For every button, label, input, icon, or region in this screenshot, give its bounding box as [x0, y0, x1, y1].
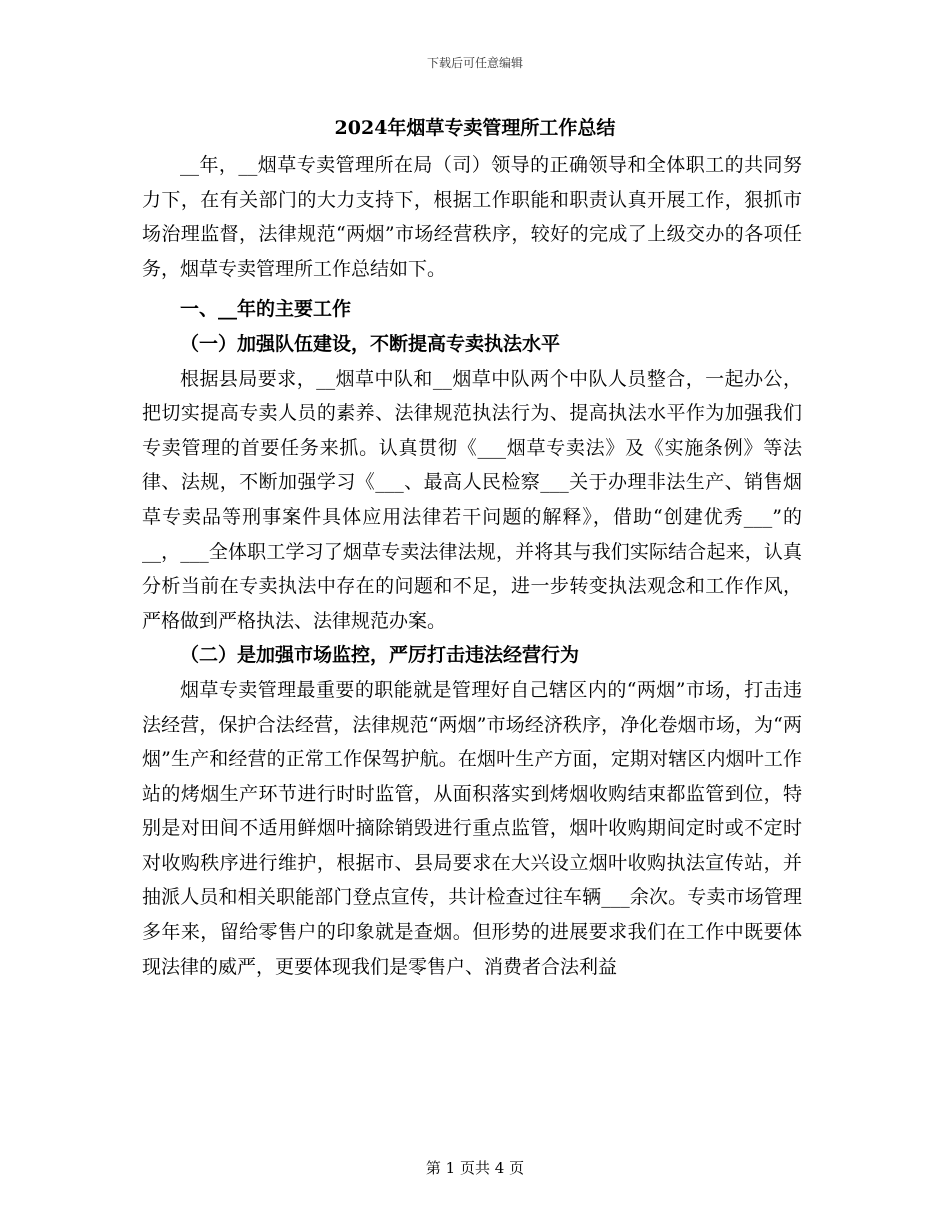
- header-note: 下载后可任意编辑: [426, 56, 523, 70]
- subsection-heading-market-monitoring: （二）是加强市场监控，严厉打击违法经营行为: [180, 644, 580, 667]
- document-title: 2024年烟草专卖管理所工作总结: [334, 117, 616, 139]
- document-body: [142, 148, 802, 984]
- intro-paragraph: __年，__烟草专卖管理所在局（司）领导的正确领导和全体职工的共同努力下，在有关部门的大力支持下，根据工作职能和职责认真开展工作，狠抓市场治理监督，法律规范“两烟”市场经营秩序，较好的完成了上级交办的各项任务，烟草专卖管理所工作总结如下。: [142, 154, 802, 280]
- section-heading-main-work: 一、__年的主要工作: [180, 298, 352, 321]
- subsection-body-market-monitoring: 烟草专卖管理最重要的职能就是管理好自己辖区内的“两烟”市场，打击违法经营，保护合法经营，法律规范“两烟”市场经济秩序，净化卷烟市场，为“两烟”生产和经营的正常工作保驾护航。在烟叶生产方面，定期对辖区内烟叶工作站的烤烟生产环节进行时时监管，从面积落实到烤烟收购结束都监管到位，特别是对田间不适用鲜烟叶摘除销毁进行重点监管，烟叶收购期间定时或不定时对收购秩序进行维护，根据市、县局要求在大兴设立烟叶收购执法宣传站，并抽派人员和相关职能部门登点宣传，共计检查过往车辆___余次。专卖市场管理多年来，留给零售户的印象就是查烟。但形势的进展要求我们在工作中既要体现法律的威严，更要体现我们是零售户、消费者合法利益: [142, 678, 802, 978]
- subsection-body-team-building: 根据县局要求，__烟草中队和__烟草中队两个中队人员整合，一起办公，把切实提高专卖人员的素养、法律规范执法行为、提高执法水平作为加强我们专卖管理的首要任务来抓。认真贯彻《___烟草专卖法》及《实施条例》等法律、法规，不断加强学习《___、最高人民检察___关于办理非法生产、销售烟草专卖品等刑事案件具体应用法律若干问题的解释》，借助“创建优秀___”的__，___全体职工学习了烟草专卖法律法规，并将其与我们实际结合起来，认真分析当前在专卖执法中存在的问题和不足，进一步转变执法观念和工作作风，严格做到严格执法、法律规范办案。: [142, 367, 802, 632]
- subsection-heading-team-building: （一）加强队伍建设，不断提高专卖执法水平: [180, 332, 561, 355]
- page-number: 第 1 页共 4 页: [425, 1159, 525, 1177]
